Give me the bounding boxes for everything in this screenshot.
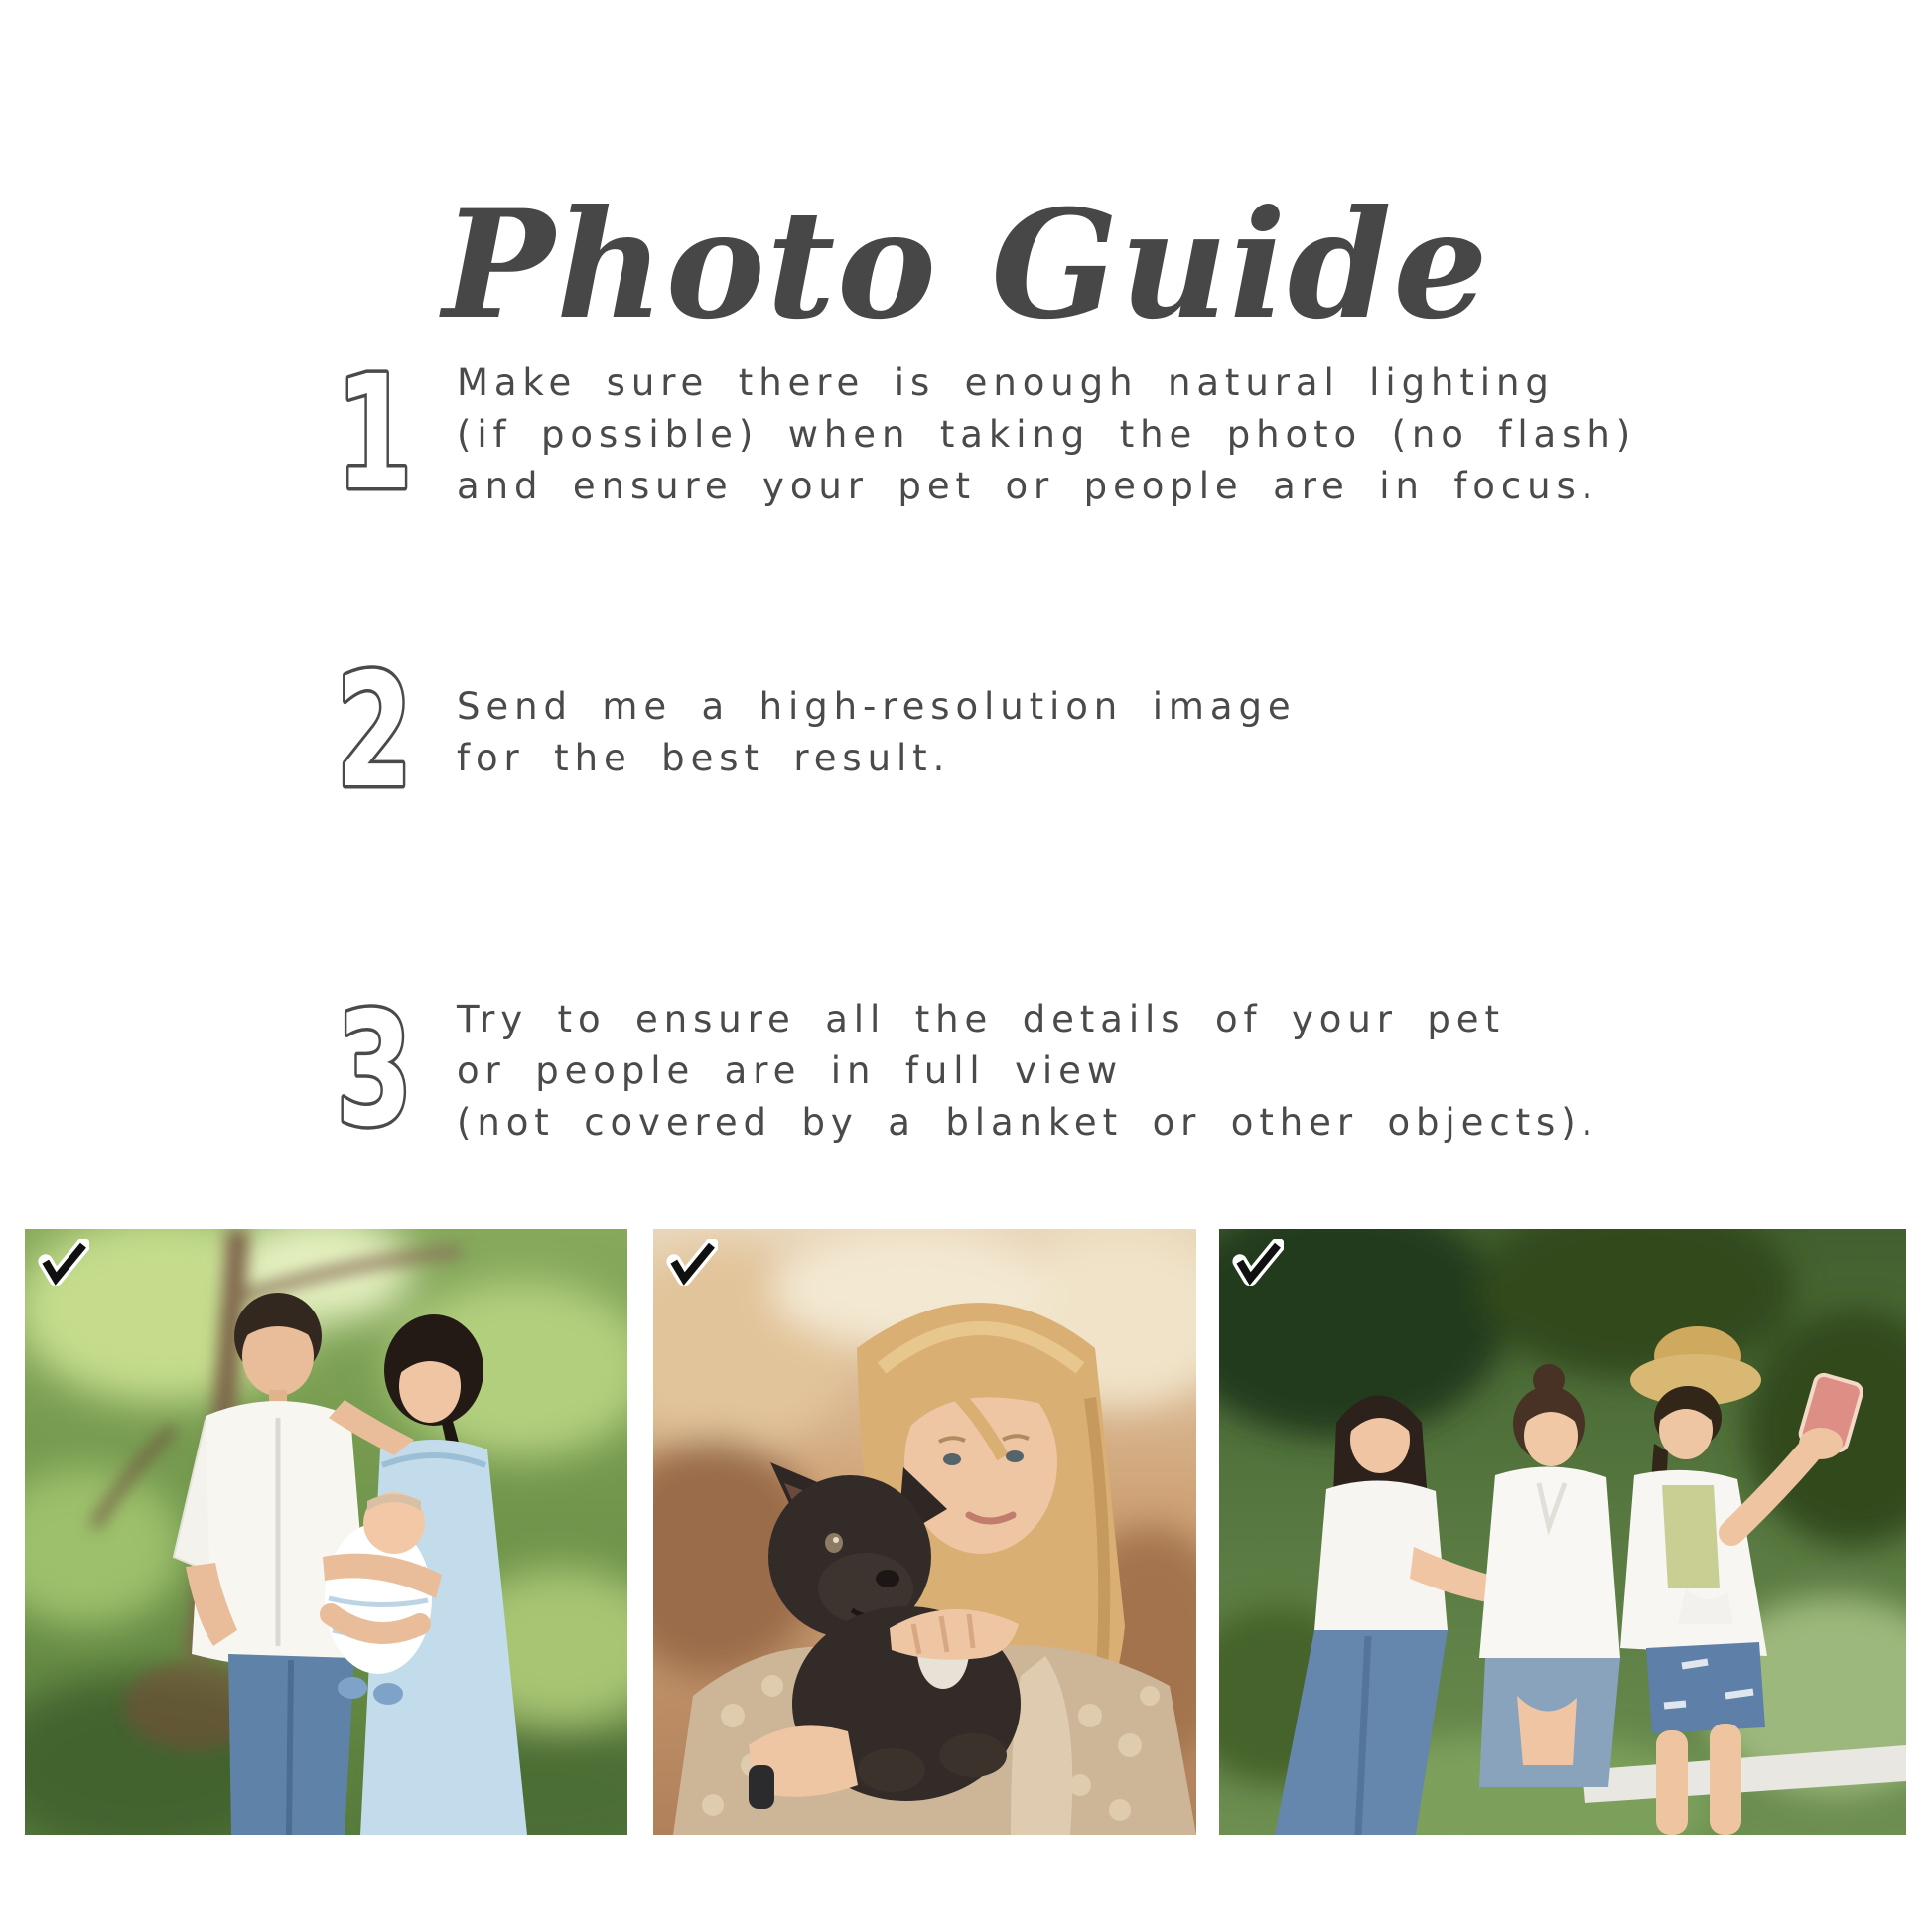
example-photo-family — [25, 1229, 627, 1835]
svg-text:1: 1 — [336, 360, 413, 509]
instruction-line: (not covered by a blanket or other objects). — [457, 1101, 1599, 1144]
svg-text:2: 2 — [336, 658, 413, 807]
example-photo-dog — [653, 1229, 1196, 1835]
page-title: Photo Guide — [442, 177, 1490, 352]
instruction-line: Send me a high-resolution image — [457, 685, 1297, 728]
instruction-item-1 — [333, 357, 1636, 512]
instruction-3-text — [457, 994, 1598, 1149]
instruction-line: and ensure your pet or people are in focus. — [457, 465, 1599, 507]
instruction-item-3 — [333, 994, 1598, 1149]
instruction-2-text — [457, 681, 1297, 784]
dog-photo-illustration — [653, 1229, 1196, 1835]
family-photo-illustration — [25, 1229, 627, 1835]
example-photo-selfie — [1219, 1229, 1906, 1835]
instruction-line: (if possible) when taking the photo (no flash) — [457, 413, 1637, 456]
outlined-number-1-icon — [333, 360, 416, 509]
checkmark-icon — [1232, 1239, 1284, 1286]
instruction-item-2 — [333, 658, 1297, 807]
instruction-line: Try to ensure all the details of your pet — [457, 998, 1505, 1040]
outlined-number-2-icon — [333, 658, 416, 807]
svg-text:3: 3 — [336, 997, 413, 1146]
instruction-line: or people are in full view — [457, 1049, 1123, 1092]
instruction-line: Make sure there is enough natural lighting — [457, 361, 1555, 404]
checkmark-icon — [666, 1239, 718, 1286]
selfie-photo-illustration — [1219, 1229, 1906, 1835]
checkmark-icon — [38, 1239, 89, 1286]
outlined-number-3-icon — [333, 997, 416, 1146]
instruction-line: for the best result. — [457, 737, 951, 779]
instruction-1-text — [457, 357, 1636, 512]
